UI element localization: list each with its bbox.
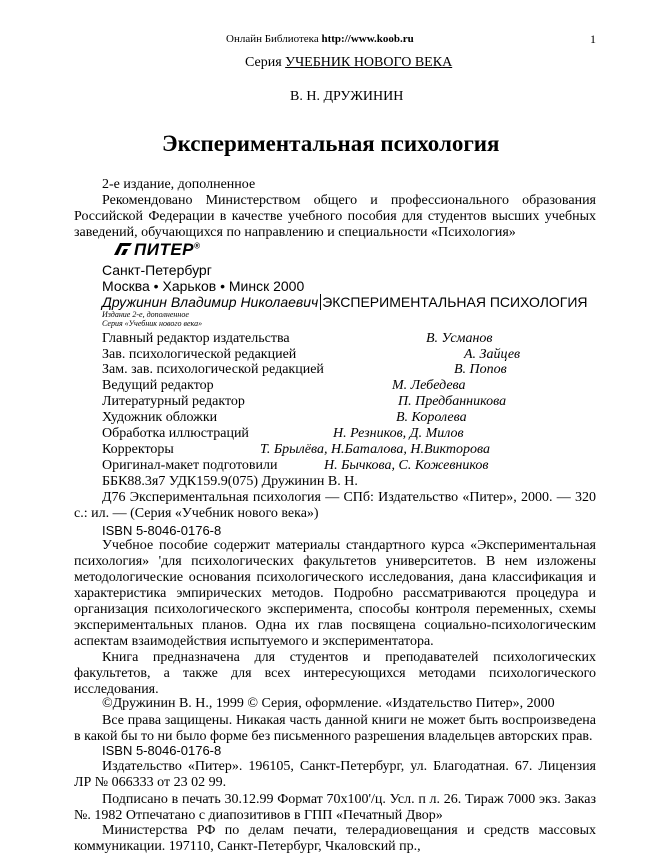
credit-row [102, 410, 467, 426]
catalog-record: Д76 Экспериментальная психология — СПб: Издательство «Питер», 2000. — 320 с.: ил. — (Серия «Учебник нового века») [74, 490, 596, 521]
book-title: Экспериментальная психология [162, 131, 500, 156]
credit-name: П. Предбанникова [398, 394, 507, 409]
catalog-series: Серия «Учебник нового века» [102, 319, 203, 328]
author-line: В. Н. ДРУЖИНИН [290, 89, 404, 104]
print-info: Подписано в печать 30.12.99 Формат 70x100'/ц. Усл. п л. 26. Тираж 7000 экз. Заказ №. 1982 Отпечатано с диапозитивов в ГПП «Печатный Двор» [74, 792, 596, 823]
publisher-city: Санкт-Петербург [102, 262, 212, 278]
credit-row [102, 362, 507, 378]
credit-row [102, 331, 493, 347]
credit-row [102, 458, 489, 474]
credit-role: Литературный редактор [102, 394, 245, 409]
credit-row [102, 426, 464, 442]
piter-logo-icon [112, 242, 132, 256]
page-number: 1 [590, 32, 596, 46]
credit-name: А. Зайцев [464, 347, 521, 362]
credit-row [102, 378, 466, 394]
license: Издательство «Питер». 196105, Санкт-Петербург, ул. Благодатная. 67. Лицензия ЛР № 066333 от 23 02 99. [74, 759, 596, 790]
running-header [226, 33, 414, 45]
credit-name: Н. Резников, Д. Милов [333, 426, 464, 441]
audience: Книга предназначена для студентов и преподавателей психологических факультетов, а также для всех интересующихся методами психологического исследования. [74, 650, 596, 697]
credit-role: Корректоры [102, 442, 174, 457]
series-name: УЧЕБНИК НОВОГО ВЕКА [285, 55, 453, 70]
bbk-line: ББК88.3я7 УДК159.9(075) Дружинин В. Н. [102, 474, 358, 489]
credit-name: Н. Бычкова, С. Кожевников [324, 458, 489, 473]
catalog-title: ЭКСПЕРИМЕНТАЛЬНАЯ ПСИХОЛОГИЯ [322, 294, 588, 310]
series-prefix: Серия [245, 55, 282, 70]
recommendation: Рекомендовано Министерством общего и профессионального образования Российской Федерации в качестве учебного пособия для студентов высших учебных заведений, обучающихся по направлению и специальности «Психология» [74, 193, 596, 240]
publisher-cities: Москва • Харьков • Минск 2000 [102, 278, 305, 294]
credit-role: Художник обложки [102, 410, 218, 425]
copyright: ©Дружинин В. Н., 1999 © Серия, оформление. «Издательство Питер», 2000 [102, 696, 555, 711]
publisher-logo [112, 240, 200, 260]
library-label: Онлайн Библиотека [226, 33, 319, 45]
logo-text: ПИТЕР [134, 240, 195, 259]
ministry: Министерства РФ по делам печати, телерадиовещания и средств массовых коммуникации. 197110, Санкт-Петербург, Чкаловский пр., [74, 823, 596, 854]
credit-name: В. Попов [454, 362, 507, 377]
credit-name: В. Королева [396, 410, 467, 425]
catalog-edition: Издание 2-е, дополненное [102, 310, 189, 319]
isbn-line: ISBN 5-8046-0176-8 [102, 523, 222, 538]
rights: Все права защищены. Никакая часть данной книги не может быть воспроизведена в какой бы то ни было форме без письменного разрешения владельцев авторских прав. [74, 713, 596, 744]
credit-role: Зам. зав. психологической редакцией [102, 362, 324, 377]
catalog-line [102, 294, 588, 310]
series-line [245, 55, 452, 71]
credit-row [102, 347, 521, 363]
credit-role: Оригинал-макет подготовили [102, 458, 278, 473]
credit-role: Зав. психологической редакцией [102, 347, 297, 362]
annotation: Учебное пособие содержит материалы стандартного курса «Экспериментальная психология» 'для психологических факультетов университетов. В нем изложены методологические основания психологического исследования, дана классификация и характеристика эмпирических методов. Подробно рассматриваются процедура и организация психологического эксперимента, способы контроля переменных, схемы экспериментальных планов. Одна их глав посвящена социально-психологическим аспектам взаимодействия испытуемого и экспериментатора. [74, 538, 596, 649]
credit-role: Обработка иллюстраций [102, 426, 249, 441]
credit-name: Т. Брылёва, Н.Баталова, Н.Викторова [260, 442, 490, 457]
edition: 2-е издание, дополненное [102, 177, 256, 192]
library-url: http://www.koob.ru [321, 33, 414, 45]
isbn-line-2: ISBN 5-8046-0176-8 [102, 743, 222, 758]
credit-row [102, 394, 507, 410]
credit-row [102, 442, 490, 458]
credit-role: Ведущий редактор [102, 378, 214, 393]
credit-name: М. Лебедева [392, 378, 466, 393]
logo-reg: ® [194, 241, 201, 251]
credit-name: В. Усманов [426, 331, 493, 346]
credit-role: Главный редактор издательства [102, 331, 290, 346]
catalog-author: Дружинин Владимир Николаевич [102, 294, 319, 310]
